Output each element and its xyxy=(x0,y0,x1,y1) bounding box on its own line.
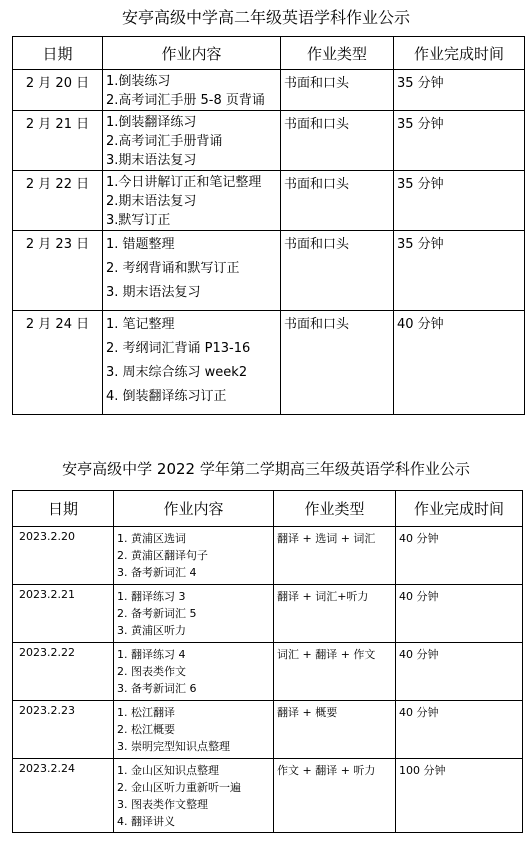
table1-title: 安亭高级中学高二年级英语学科作业公示 xyxy=(121,8,410,27)
list-item: 2.高考词汇手册背诵 xyxy=(106,134,223,149)
type-cell: 书面和口头 xyxy=(281,171,394,231)
content-cell xyxy=(114,643,274,701)
table-row xyxy=(13,701,523,759)
header-date: 日期 xyxy=(13,37,103,70)
list-item: 1. 翻译练习 4 xyxy=(117,648,186,661)
type-cell: 书面和口头 xyxy=(281,231,394,311)
date-cell: 2 月 21 日 xyxy=(13,111,103,171)
time-cell: 40 分钟 xyxy=(396,643,523,701)
content-cell xyxy=(114,585,274,643)
list-item: 2. 考纲词汇背诵 P13-16 xyxy=(106,341,251,356)
header-type: 作业类型 xyxy=(281,37,394,70)
table-row xyxy=(13,759,523,833)
table-row xyxy=(13,527,523,585)
date-cell: 2 月 23 日 xyxy=(13,231,103,311)
type-cell: 翻译 + 概要 xyxy=(274,701,396,759)
time-cell: 35 分钟 xyxy=(394,70,525,111)
time-cell: 35 分钟 xyxy=(394,171,525,231)
header-time: 作业完成时间 xyxy=(394,37,525,70)
list-item: 1. 金山区知识点整理 xyxy=(117,764,219,777)
type-cell: 词汇 + 翻译 + 作文 xyxy=(274,643,396,701)
time-cell: 35 分钟 xyxy=(394,231,525,311)
list-item: 3.期末语法复习 xyxy=(106,153,197,168)
type-cell: 书面和口头 xyxy=(281,111,394,171)
content-cell xyxy=(103,171,281,231)
grade2-homework-table xyxy=(12,36,525,415)
list-item: 1. 翻译练习 3 xyxy=(117,590,186,603)
list-item: 1. 错题整理 xyxy=(106,237,175,252)
header-time: 作业完成时间 xyxy=(396,491,523,527)
content-cell xyxy=(114,759,274,833)
content-cell xyxy=(103,311,281,415)
date-cell: 2 月 22 日 xyxy=(13,171,103,231)
list-item: 3. 周末综合练习 week2 xyxy=(106,365,248,380)
header-date: 日期 xyxy=(13,491,114,527)
list-item: 3. 备考新词汇 6 xyxy=(117,682,197,695)
table-row xyxy=(13,70,525,111)
type-cell: 书面和口头 xyxy=(281,311,394,415)
date-cell: 2023.2.24 xyxy=(13,759,114,833)
table-header-row xyxy=(13,491,523,527)
table-row xyxy=(13,231,525,311)
list-item: 2. 金山区听力重新听一遍 xyxy=(117,781,241,794)
date-cell: 2 月 24 日 xyxy=(13,311,103,415)
list-item: 4. 翻译讲义 xyxy=(117,815,175,828)
list-item: 2.期末语法复习 xyxy=(106,194,197,209)
list-item: 3. 期末语法复习 xyxy=(106,285,201,300)
list-item: 1.倒装练习 xyxy=(106,74,171,89)
time-cell: 100 分钟 xyxy=(396,759,523,833)
content-cell xyxy=(114,701,274,759)
content-cell xyxy=(114,527,274,585)
list-item: 4. 倒装翻译练习订正 xyxy=(106,389,227,404)
grade3-homework-table xyxy=(12,490,523,833)
list-item: 2. 黄浦区翻译句子 xyxy=(117,549,208,562)
table-row xyxy=(13,643,523,701)
list-item: 3. 备考新词汇 4 xyxy=(117,566,197,579)
list-item: 1.倒装翻译练习 xyxy=(106,115,197,130)
table-row xyxy=(13,171,525,231)
list-item: 2. 考纲背诵和默写订正 xyxy=(106,261,240,276)
list-item: 1. 松江翻译 xyxy=(117,706,175,719)
content-cell xyxy=(103,231,281,311)
list-item: 2. 松江概要 xyxy=(117,723,175,736)
time-cell: 40 分钟 xyxy=(396,585,523,643)
date-cell: 2023.2.22 xyxy=(13,643,114,701)
list-item: 3. 黄浦区听力 xyxy=(117,624,186,637)
type-cell: 书面和口头 xyxy=(281,70,394,111)
list-item: 2. 图表类作文 xyxy=(117,665,186,678)
content-cell xyxy=(103,70,281,111)
time-cell: 40 分钟 xyxy=(396,701,523,759)
header-type: 作业类型 xyxy=(274,491,396,527)
header-content: 作业内容 xyxy=(103,37,281,70)
table-row xyxy=(13,585,523,643)
list-item: 2. 备考新词汇 5 xyxy=(117,607,197,620)
table-row xyxy=(13,111,525,171)
type-cell: 翻译 + 选词 + 词汇 xyxy=(274,527,396,585)
list-item: 3.默写订正 xyxy=(106,213,171,228)
time-cell: 40 分钟 xyxy=(394,311,525,415)
date-cell: 2023.2.23 xyxy=(13,701,114,759)
date-cell: 2023.2.20 xyxy=(13,527,114,585)
list-item: 3. 崇明完型知识点整理 xyxy=(117,740,230,753)
list-item: 1.今日讲解订正和笔记整理 xyxy=(106,175,262,190)
list-item: 1. 笔记整理 xyxy=(106,317,175,332)
date-cell: 2 月 20 日 xyxy=(13,70,103,111)
time-cell: 40 分钟 xyxy=(396,527,523,585)
type-cell: 翻译 + 词汇+听力 xyxy=(274,585,396,643)
date-cell: 2023.2.21 xyxy=(13,585,114,643)
type-cell: 作文 + 翻译 + 听力 xyxy=(274,759,396,833)
table2-title: 安亭高级中学 2022 学年第二学期高三年级英语学科作业公示 xyxy=(62,460,470,478)
header-content: 作业内容 xyxy=(114,491,274,527)
time-cell: 35 分钟 xyxy=(394,111,525,171)
list-item: 3. 图表类作文整理 xyxy=(117,798,208,811)
list-item: 1. 黄浦区选词 xyxy=(117,532,186,545)
table-header-row xyxy=(13,37,525,70)
content-cell xyxy=(103,111,281,171)
list-item: 2.高考词汇手册 5-8 页背诵 xyxy=(106,93,265,108)
table-row xyxy=(13,311,525,415)
